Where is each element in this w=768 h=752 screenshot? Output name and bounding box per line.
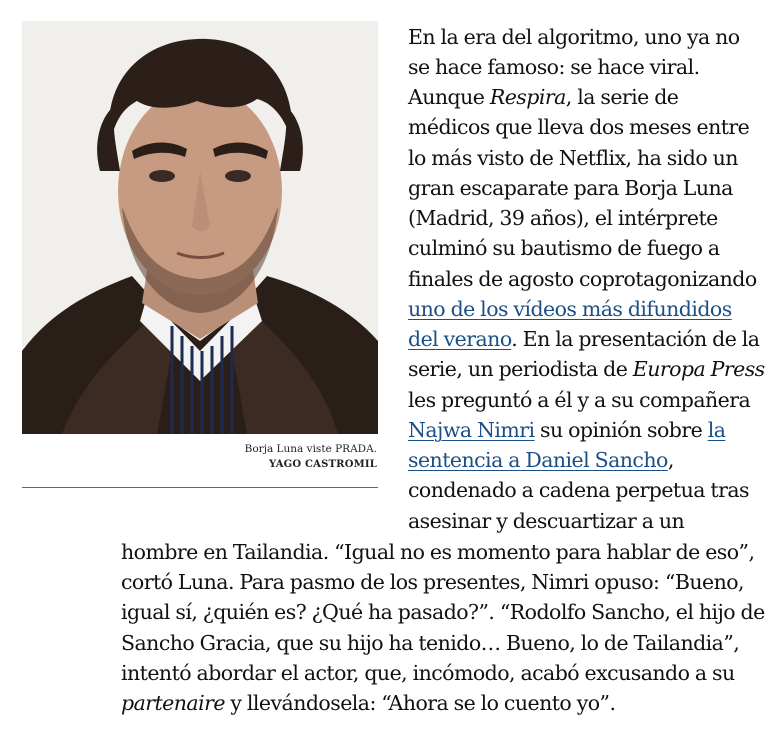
text-line: gran escaparate para Borja Luna [408, 176, 733, 200]
text-line: lo más visto de Netflix, ha sido un [408, 146, 738, 170]
viral-video-link-continued[interactable]: del verano [408, 327, 512, 351]
text-line: En la era del algoritmo, uno ya no [408, 25, 740, 49]
partenaire-word: partenaire [121, 691, 225, 715]
text-line: asesinar y descuartizar a un [408, 509, 685, 533]
text-line: les preguntó a él y a su compañera [408, 388, 751, 412]
caption-text: Borja Luna viste PRADA. [244, 443, 377, 455]
text-line: (Madrid, 39 años), el intérprete [408, 206, 718, 230]
text-line: Sancho Gracia, que su hijo ha tenido… Bueno, lo de Tailandia”, [121, 631, 740, 655]
photo-credit: YAGO CASTROMIL [269, 459, 377, 470]
sentence-link-continued[interactable]: sentencia a Daniel Sancho [408, 448, 668, 472]
viral-video-link[interactable]: uno de los vídeos más difundidos [408, 297, 732, 321]
text-line: Najwa Nimri su opinión sobre la [408, 418, 726, 442]
text-line: serie, un periodista de Europa Press [408, 357, 765, 381]
text-line: hombre en Tailandia. “Igual no es momento para hablar de eso”, [121, 540, 755, 564]
text-line: Aunque Respira, la serie de [408, 85, 679, 109]
najwa-nimri-link[interactable]: Najwa Nimri [408, 418, 535, 442]
article-figure [22, 21, 378, 472]
text-line: sentencia a Daniel Sancho, [408, 448, 674, 472]
text-line: intentó abordar el actor, que, incómodo, acabó excusando a su [121, 661, 735, 685]
media-name: Europa Press [632, 357, 765, 381]
series-title: Respira [489, 85, 566, 109]
text-line: condenado a cadena perpetua tras [408, 478, 749, 502]
text-line: del verano. En la presentación de la [408, 327, 760, 351]
text-line: culminó su bautismo de fuego a [408, 236, 720, 260]
photo-caption [22, 442, 378, 472]
text-line: médicos que lleva dos meses entre [408, 115, 750, 139]
sentence-link[interactable]: la [707, 418, 726, 442]
text-line: igual sí, ¿quién es? ¿Qué ha pasado?”. “Rodolfo Sancho, el hijo de [121, 600, 765, 624]
portrait-photo [22, 21, 378, 434]
text-line [408, 294, 732, 324]
text-line: se hace famoso: se hace viral. [408, 55, 700, 79]
text-line: finales de agosto coprotagonizando [408, 267, 757, 291]
text-line: cortó Luna. Para pasmo de los presentes, Nimri opuso: “Bueno, [121, 570, 744, 594]
caption-divider [22, 487, 378, 488]
text-line: partenaire y llevándosela: “Ahora se lo cuento yo”. [121, 691, 616, 715]
